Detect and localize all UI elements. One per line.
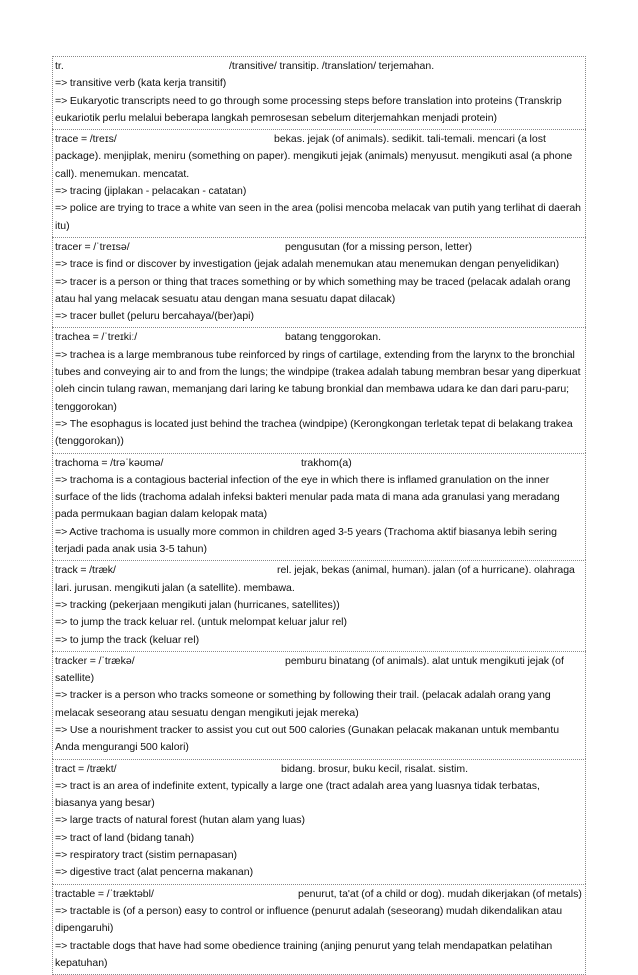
dictionary-entry bbox=[52, 237, 586, 327]
example-line: => trachea is a large membranous tube reinforced by rings of cartilage, extending from the larynx to the bronchial tubes and conveying air to and from the lungs; the windpipe (trakea adalah tabung membran besar yang diperkuat oleh cincin tulang rawan, memanjang dari laring ke tabung bronkial dan membawa udara ke dan dari paru-paru; tenggorokan) bbox=[55, 348, 581, 413]
entry-head-line bbox=[55, 329, 584, 346]
headword: tract = /trækt/ bbox=[55, 762, 117, 775]
entry-head-line bbox=[55, 562, 584, 597]
example-line: => to jump the track (keluar rel) bbox=[55, 633, 200, 646]
example-line: => Eukaryotic transcripts need to go through some processing steps before translation into proteins (Transkrip eukariotik perlu melalui beberapa langkah pemrosesan sebelum diterjemahkan menjadi protein) bbox=[55, 94, 562, 124]
example-line: => police are trying to trace a white van seen in the area (polisi mencoba melacak van putih yang terlihat di daerah itu) bbox=[55, 202, 582, 232]
example-line: => trace is find or discover by investigation (jejak adalah menemukan atau menemukan dengan penyelidikan) bbox=[55, 258, 560, 271]
entry-head-line bbox=[55, 131, 584, 183]
definition: trakhom(a) bbox=[301, 456, 352, 469]
example-line: => tractable is (of a person) easy to control or influence (penurut adalah (seseorang) mudah dikendalikan atau dipengaruhi) bbox=[55, 904, 563, 935]
definition: penurut, ta'at (of a child or dog). mudah dikerjakan (of metals) bbox=[298, 887, 582, 900]
entry-head-line bbox=[55, 239, 584, 256]
entry-head-line bbox=[55, 886, 584, 903]
example-line: => trachoma is a contagious bacterial infection of the eye in which there is inflamed granulation on the inner surface of the lids (trachoma adalah infeksi bakteri menular pada mata di mana ada granulasi yang meradang pada permukaan bagian dalam kelopak mata) bbox=[55, 473, 560, 521]
dictionary-page bbox=[52, 56, 586, 975]
entry-head-line bbox=[55, 455, 584, 472]
example-line: => large tracts of natural forest (hutan alam yang luas) bbox=[55, 814, 306, 827]
headword: track = /træk/ bbox=[55, 564, 116, 577]
entry-head-line bbox=[55, 653, 584, 688]
example-line: => tracer is a person or thing that traces something or by which something may be traced (pelacak adalah orang atau hal yang melacak sesuatu atau dengan mana sesuatu dapat dilacak) bbox=[55, 275, 571, 305]
example-line: => tractable dogs that have had some obedience training (anjing penurut yang telah mendapatkan pelatihan kepatuhan) bbox=[55, 939, 553, 969]
headword: trachea = /ˈtreɪkiː/ bbox=[55, 331, 138, 344]
definition: /transitive/ transitip. /translation/ terjemahan. bbox=[229, 60, 435, 72]
dictionary-entry bbox=[52, 560, 586, 650]
dictionary-entry bbox=[52, 56, 586, 129]
headword: tractable = /ˈtræktəbl/ bbox=[55, 887, 154, 900]
definition: rel. jejak, bekas (animal, human). jalan (of a hurricane). olahraga lari. jurusan. mengikuti jalan (a satellite). membawa. bbox=[55, 564, 575, 594]
definition: bidang. brosur, buku kecil, risalat. sistim. bbox=[281, 762, 468, 775]
example-line: => The esophagus is located just behind the trachea (windpipe) (Kerongkongan terletak tepat di belakang trakea (tenggorokan)) bbox=[55, 417, 573, 448]
dictionary-entry bbox=[52, 453, 586, 561]
example-line: => tracking (pekerjaan mengikuti jalan (hurricanes, satellites)) bbox=[55, 598, 340, 611]
example-line: => tracer bullet (peluru bercahaya/(ber)api) bbox=[55, 310, 254, 323]
example-line: => Use a nourishment tracker to assist you cut out 500 calories (Gunakan pelacak makanan untuk membantu Anda mengurangi 500 kalori) bbox=[55, 723, 560, 754]
definition: batang tenggorokan. bbox=[285, 331, 382, 344]
dictionary-entry bbox=[52, 759, 586, 884]
example-line: => tracing (jiplakan - pelacakan - catatan) bbox=[55, 185, 247, 198]
definition: pengusutan (for a missing person, letter) bbox=[285, 240, 473, 253]
headword: trachoma = /trəˈkəʊmə/ bbox=[55, 456, 164, 469]
dictionary-entry bbox=[52, 327, 586, 452]
entry-head-line bbox=[55, 58, 584, 75]
dictionary-entry bbox=[52, 651, 586, 759]
example-line: => to jump the track keluar rel. (untuk melompat keluar jalur rel) bbox=[55, 616, 347, 629]
dictionary-entry bbox=[52, 129, 586, 237]
headword: trace = /treɪs/ bbox=[55, 133, 117, 146]
example-line: => digestive tract (alat pencerna makanan) bbox=[55, 866, 254, 879]
definition: bekas. jejak (of animals). sedikit. tali-temali. mencari (a lost package). menjiplak, meniru (something on paper). mengikuti jejak (animals) menyusut. mengikuti asal (a phone call). menemukan. mencatat. bbox=[55, 133, 573, 180]
dictionary-entry bbox=[52, 884, 586, 975]
entry-head-line bbox=[55, 761, 584, 778]
example-line: => tract of land (bidang tanah) bbox=[55, 831, 195, 844]
example-line: => tract is an area of indefinite extent, typically a large one (tract adalah area yang luasnya tidak terbatas, biasanya yang besar) bbox=[55, 779, 540, 810]
headword: tracer = /ˈtreɪsə/ bbox=[55, 240, 130, 253]
example-line: => tracker is a person who tracks someone or something by following their trail. (pelacak adalah orang yang melacak seseorang atau sesuatu dengan mengikuti jejak mereka) bbox=[55, 689, 551, 719]
definition: pemburu binatang (of animals). alat untuk mengikuti jejak (of satellite) bbox=[55, 654, 564, 685]
headword: tr. bbox=[55, 60, 64, 72]
example-line: => respiratory tract (sistim pernapasan) bbox=[55, 849, 238, 862]
example-line: => transitive verb (kata kerja transitif) bbox=[55, 77, 227, 90]
example-line: => Active trachoma is usually more common in children aged 3-5 years (Trachoma aktif biasanya lebih sering terjadi pada anak usia 3-5 tahun) bbox=[55, 525, 557, 556]
headword: tracker = /ˈtrækə/ bbox=[55, 654, 135, 667]
